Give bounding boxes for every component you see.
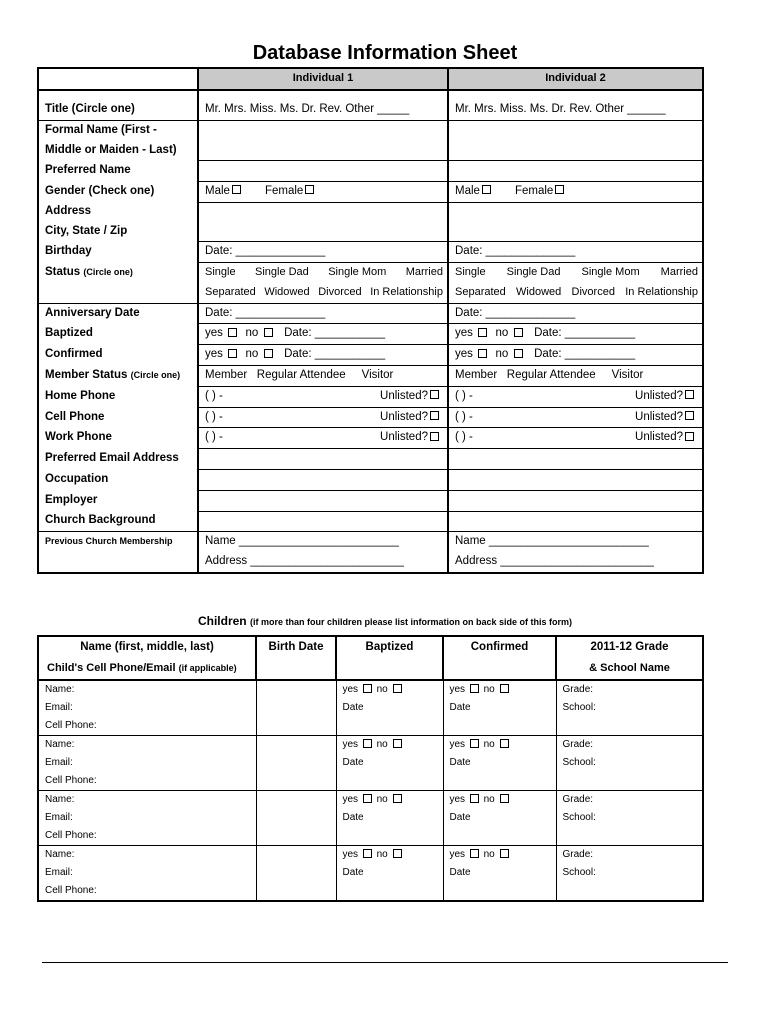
email-2[interactable] <box>448 449 703 470</box>
child-name-label: Name: <box>45 739 75 750</box>
checkbox-icon[interactable] <box>470 684 479 693</box>
status-single[interactable]: Single <box>205 266 236 279</box>
cell-phone-1[interactable] <box>198 407 448 428</box>
work-phone-2[interactable] <box>448 428 703 449</box>
anniversary-1[interactable]: Date: ______________ <box>198 303 448 324</box>
no-label: no <box>495 327 509 340</box>
label-confirmed: Confirmed <box>38 345 198 366</box>
status-separated[interactable]: Separated <box>455 285 506 298</box>
header-child-cell <box>38 657 256 680</box>
preferred-name-2[interactable] <box>448 161 703 182</box>
child-cell-phone-label: Cell Phone: <box>45 830 97 841</box>
regular-option[interactable]: Regular Attendee <box>256 369 346 382</box>
status-single[interactable]: Single <box>455 266 486 279</box>
female-option-1[interactable] <box>265 182 316 202</box>
member-status-1[interactable] <box>198 366 448 387</box>
status-separated[interactable]: Separated <box>205 285 256 298</box>
checkbox-icon[interactable] <box>555 185 564 194</box>
date-line[interactable]: Date: ___________ <box>534 327 636 340</box>
status-single-mom[interactable]: Single Mom <box>328 266 387 279</box>
school-label: School: <box>562 867 596 878</box>
child-1-grade-school[interactable] <box>556 680 703 736</box>
female-label: Female <box>514 184 554 197</box>
checkbox-icon[interactable] <box>232 185 241 194</box>
checkbox-icon[interactable] <box>393 794 402 803</box>
children-table <box>37 635 704 902</box>
page-title: Database Information Sheet <box>252 42 518 64</box>
grade-label: Grade: <box>562 849 594 860</box>
header-grade: 2011-12 Grade <box>590 641 669 653</box>
child-3-confirmed[interactable] <box>443 791 556 846</box>
visitor-option[interactable]: Visitor <box>611 369 644 382</box>
child-cell-label: Child's Cell Phone/Email <box>47 662 176 674</box>
child-4-baptized[interactable] <box>336 846 443 902</box>
yes-label: yes <box>455 348 473 361</box>
no-label: no <box>483 794 495 805</box>
preferred-name-1[interactable] <box>198 161 448 182</box>
checkbox-icon[interactable] <box>500 849 509 858</box>
no-label: no <box>376 739 388 750</box>
child-2-baptized[interactable] <box>336 736 443 791</box>
occupation-1[interactable] <box>198 470 448 491</box>
phone-format: ( ) - <box>205 389 223 402</box>
home-phone-2[interactable] <box>448 386 703 407</box>
checkbox-icon[interactable] <box>470 794 479 803</box>
checkbox-icon[interactable] <box>482 185 491 194</box>
church-background-1[interactable] <box>198 511 448 532</box>
yes-label: yes <box>342 849 359 860</box>
child-2-name-cell[interactable] <box>38 736 256 791</box>
checkbox-icon[interactable] <box>430 411 439 420</box>
checkbox-icon[interactable] <box>500 739 509 748</box>
work-phone-1[interactable] <box>198 428 448 449</box>
phone-format: ( ) - <box>455 431 473 444</box>
child-name-label: Name: <box>45 794 75 805</box>
checkbox-icon[interactable] <box>393 684 402 693</box>
unlisted-label: Unlisted? <box>635 431 683 444</box>
status-single-dad[interactable]: Single Dad <box>254 266 309 279</box>
member-status-2[interactable] <box>448 366 703 387</box>
regular-option[interactable]: Regular Attendee <box>506 369 596 382</box>
header-birth-date: Birth Date <box>256 636 336 680</box>
status-single-dad[interactable]: Single Dad <box>506 266 561 279</box>
child-2-grade-school[interactable] <box>556 736 703 791</box>
baptized-2[interactable] <box>448 324 703 345</box>
child-4-birth-date[interactable] <box>256 846 336 902</box>
checkbox-icon[interactable] <box>363 849 372 858</box>
no-label: no <box>483 849 495 860</box>
school-label: School: <box>562 757 596 768</box>
individual-info-table <box>37 67 704 574</box>
yes-label: yes <box>449 739 466 750</box>
label-formal-name: Formal Name (First - <box>38 121 198 141</box>
checkbox-icon[interactable] <box>514 349 523 358</box>
email-1[interactable] <box>198 449 448 470</box>
status-divorced[interactable]: Divorced <box>571 285 615 298</box>
member-option[interactable]: Member <box>205 369 248 382</box>
school-label: School: <box>562 812 596 823</box>
unlisted-label: Unlisted? <box>380 431 428 444</box>
header-individual-1: Individual 1 <box>198 68 448 90</box>
status-married[interactable]: Married <box>660 266 698 279</box>
checkbox-icon[interactable] <box>264 328 273 337</box>
label-baptized: Baptized <box>38 324 198 345</box>
phone-format: ( ) - <box>455 410 473 423</box>
no-label: no <box>376 794 388 805</box>
title-options-2[interactable]: Mr. Mrs. Miss. Ms. Dr. Rev. Other ______ <box>448 90 703 121</box>
address-1[interactable] <box>198 202 448 242</box>
date-label: Date <box>342 757 364 768</box>
no-label: no <box>245 327 259 340</box>
yes-label: yes <box>449 794 466 805</box>
employer-2[interactable] <box>448 490 703 511</box>
label-address: Address <box>38 202 198 222</box>
child-name-label: Name: <box>45 684 75 695</box>
label-email: Preferred Email Address <box>38 449 198 470</box>
yes-label: yes <box>205 348 223 361</box>
header-child-name: Name (first, middle, last) <box>38 636 256 657</box>
cell-phone-2[interactable] <box>448 407 703 428</box>
child-2-birth-date[interactable] <box>256 736 336 791</box>
yes-label: yes <box>205 327 223 340</box>
date-line[interactable]: Date: ___________ <box>284 348 386 361</box>
status-widowed[interactable]: Widowed <box>264 285 310 298</box>
prev-church-name-2[interactable]: Name _________________________ <box>455 535 649 548</box>
date-label: Date <box>342 702 364 713</box>
child-3-baptized[interactable] <box>336 791 443 846</box>
date-label: Date <box>449 812 471 823</box>
date-label: Date <box>342 812 364 823</box>
child-4-name-cell[interactable] <box>38 846 256 902</box>
status-divorced[interactable]: Divorced <box>318 285 362 298</box>
label-church-background: Church Background <box>38 511 198 532</box>
yes-label: yes <box>342 739 359 750</box>
no-label: no <box>483 684 495 695</box>
checkbox-icon[interactable] <box>500 684 509 693</box>
child-email-label: Email: <box>45 702 73 713</box>
child-name-label: Name: <box>45 849 75 860</box>
header-confirmed: Confirmed <box>443 636 556 680</box>
checkbox-icon[interactable] <box>500 794 509 803</box>
label-status-blank <box>38 283 198 303</box>
checkbox-icon[interactable] <box>430 432 439 441</box>
header-baptized: Baptized <box>336 636 443 680</box>
label-formal-name-2: Middle or Maiden - Last) <box>38 141 198 161</box>
child-4-grade-school[interactable] <box>556 846 703 902</box>
employer-1[interactable] <box>198 490 448 511</box>
child-email-label: Email: <box>45 867 73 878</box>
status-widowed[interactable]: Widowed <box>516 285 562 298</box>
member-status-note: (Circle one) <box>130 370 181 381</box>
status-relationship[interactable]: In Relationship <box>625 285 698 298</box>
yes-label: yes <box>449 684 466 695</box>
checkbox-icon[interactable] <box>305 185 314 194</box>
child-email-label: Email: <box>45 812 73 823</box>
child-1-baptized[interactable] <box>336 680 443 736</box>
status-options-2b[interactable] <box>455 283 702 303</box>
label-status <box>38 263 198 283</box>
child-4-confirmed[interactable] <box>443 846 556 902</box>
female-option-2[interactable] <box>515 182 566 202</box>
checkbox-icon[interactable] <box>430 390 439 399</box>
label-previous-church: Previous Church Membership <box>38 532 198 552</box>
status-options-2a[interactable] <box>455 263 702 283</box>
checkbox-icon[interactable] <box>478 328 487 337</box>
no-label: no <box>495 348 509 361</box>
child-1-confirmed[interactable] <box>443 680 556 736</box>
formal-name-2[interactable] <box>448 121 703 161</box>
anniversary-2[interactable]: Date: ______________ <box>448 303 703 324</box>
confirmed-1[interactable] <box>198 345 448 366</box>
member-status-label: Member Status <box>45 369 128 382</box>
unlisted-label: Unlisted? <box>380 389 428 402</box>
prev-church-name-1[interactable]: Name _________________________ <box>198 532 448 552</box>
children-heading <box>0 614 770 628</box>
children-title: Children <box>197 614 247 628</box>
label-member-status <box>38 366 198 387</box>
phone-format: ( ) - <box>205 410 223 423</box>
children-note: (if more than four children please list information on back side of this form) <box>249 617 573 627</box>
status-label: Status <box>45 265 81 278</box>
date-label: Date <box>449 757 471 768</box>
checkbox-icon[interactable] <box>363 794 372 803</box>
checkbox-icon[interactable] <box>228 349 237 358</box>
no-label: no <box>376 849 388 860</box>
label-home-phone: Home Phone <box>38 386 198 407</box>
grade-label: Grade: <box>562 739 594 750</box>
address-2[interactable] <box>448 202 703 242</box>
prev-church-address-1[interactable]: Address ________________________ <box>198 552 448 573</box>
male-label: Male <box>455 184 480 197</box>
grade-label: Grade: <box>562 794 594 805</box>
label-anniversary: Anniversary Date <box>38 303 198 324</box>
header-school: & School Name <box>556 657 703 680</box>
no-label: no <box>483 739 495 750</box>
header-individual-2: Individual 2 <box>448 68 703 90</box>
child-3-birth-date[interactable] <box>256 791 336 846</box>
label-previous-church-blank <box>38 552 198 573</box>
no-label: no <box>245 348 259 361</box>
child-cell-phone-label: Cell Phone: <box>45 775 97 786</box>
home-phone-1[interactable] <box>198 386 448 407</box>
prev-church-address-2[interactable]: Address ________________________ <box>455 555 654 568</box>
label-occupation: Occupation <box>38 470 198 491</box>
male-label: Male <box>205 184 230 197</box>
title-options-1[interactable]: Mr. Mrs. Miss. Ms. Dr. Rev. Other _____ <box>198 90 448 121</box>
status-single-mom[interactable]: Single Mom <box>581 266 640 279</box>
label-title: Title (Circle one) <box>38 90 198 121</box>
church-background-2[interactable] <box>448 511 703 532</box>
yes-label: yes <box>455 327 473 340</box>
phone-format: ( ) - <box>205 431 223 444</box>
status-married[interactable]: Married <box>405 266 443 279</box>
child-cell-phone-label: Cell Phone: <box>45 885 97 896</box>
unlisted-label: Unlisted? <box>380 410 428 423</box>
female-label: Female <box>264 184 304 197</box>
phone-format: ( ) - <box>455 389 473 402</box>
status-relationship[interactable]: In Relationship <box>370 285 443 298</box>
male-option-1[interactable] <box>205 182 243 202</box>
date-line[interactable]: Date: ___________ <box>534 348 636 361</box>
label-work-phone: Work Phone <box>38 428 198 449</box>
baptized-1[interactable] <box>198 324 448 345</box>
date-label: Date <box>342 867 364 878</box>
visitor-option[interactable]: Visitor <box>361 369 394 382</box>
male-option-2[interactable] <box>455 182 493 202</box>
grade-label: Grade: <box>562 684 594 695</box>
label-gender: Gender (Check one) <box>38 181 198 202</box>
child-1-birth-date[interactable] <box>256 680 336 736</box>
label-cell-phone: Cell Phone <box>38 407 198 428</box>
checkbox-icon[interactable] <box>363 739 372 748</box>
checkbox-icon[interactable] <box>264 349 273 358</box>
child-2-confirmed[interactable] <box>443 736 556 791</box>
label-employer: Employer <box>38 490 198 511</box>
checkbox-icon[interactable] <box>228 328 237 337</box>
confirmed-2[interactable] <box>448 345 703 366</box>
child-3-name-cell[interactable] <box>38 791 256 846</box>
footer-divider <box>42 962 728 963</box>
child-cell-note: (if applicable) <box>178 663 237 673</box>
checkbox-icon[interactable] <box>393 739 402 748</box>
date-label: Date <box>449 867 471 878</box>
checkbox-icon[interactable] <box>470 849 479 858</box>
unlisted-label: Unlisted? <box>635 410 683 423</box>
yes-label: yes <box>342 684 359 695</box>
status-note: (Circle one) <box>83 266 133 277</box>
no-label: no <box>376 684 388 695</box>
status-options-1b[interactable] <box>205 283 447 303</box>
occupation-2[interactable] <box>448 470 703 491</box>
child-3-grade-school[interactable] <box>556 791 703 846</box>
formal-name-1[interactable] <box>198 121 448 161</box>
yes-label: yes <box>342 794 359 805</box>
child-1-name-cell[interactable] <box>38 680 256 736</box>
birthday-2[interactable]: Date: ______________ <box>448 242 703 263</box>
school-label: School: <box>562 702 596 713</box>
birthday-1[interactable]: Date: ______________ <box>198 242 448 263</box>
child-cell-phone-label: Cell Phone: <box>45 720 97 731</box>
checkbox-icon[interactable] <box>470 739 479 748</box>
checkbox-icon[interactable] <box>478 349 487 358</box>
checkbox-icon[interactable] <box>363 684 372 693</box>
status-options-1a[interactable] <box>205 263 447 283</box>
checkbox-icon[interactable] <box>393 849 402 858</box>
label-city: City, State / Zip <box>38 222 198 242</box>
label-preferred-name: Preferred Name <box>38 161 198 182</box>
unlisted-label: Unlisted? <box>635 389 683 402</box>
date-label: Date <box>449 702 471 713</box>
checkbox-icon[interactable] <box>685 432 694 441</box>
child-email-label: Email: <box>45 757 73 768</box>
checkbox-icon[interactable] <box>685 390 694 399</box>
yes-label: yes <box>449 849 466 860</box>
label-birthday: Birthday <box>38 242 198 263</box>
checkbox-icon[interactable] <box>514 328 523 337</box>
date-line[interactable]: Date: ___________ <box>284 327 386 340</box>
member-option[interactable]: Member <box>455 369 498 382</box>
header-blank <box>38 68 198 90</box>
checkbox-icon[interactable] <box>685 411 694 420</box>
